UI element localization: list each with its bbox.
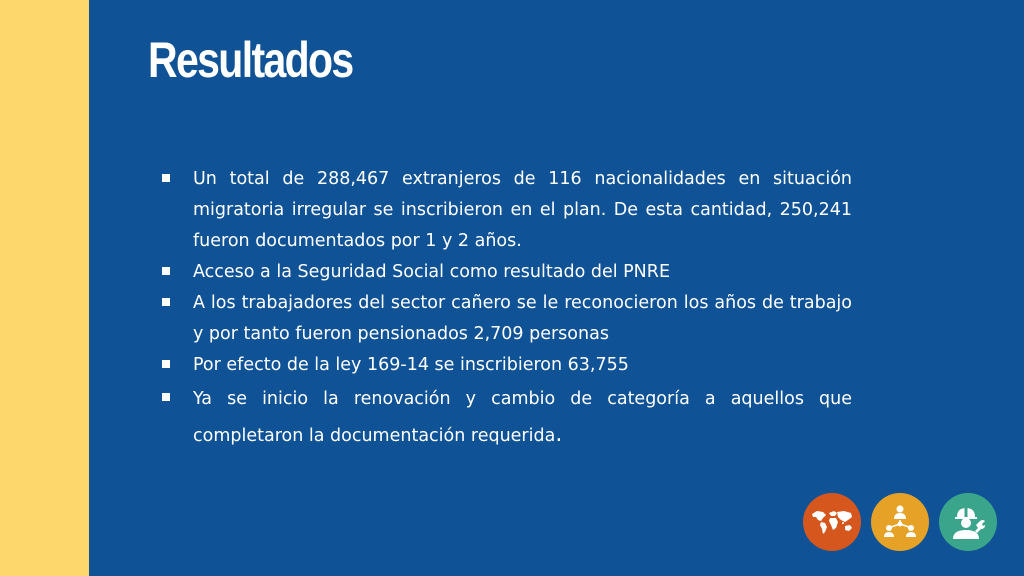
square-bullet-icon [162,298,170,306]
world-map-icon [803,493,861,551]
side-accent-bar [0,0,89,576]
square-bullet-icon [162,360,170,368]
bullet-text: Por efecto de la ley 169-14 se inscribieron 63,755 [193,355,629,375]
bullet-text: A los trabajadores del sector cañero se le reconocieron los años de trabajo y por tanto fueron pensionados 2,709 personas [193,293,852,344]
bullet-text: Acceso a la Seguridad Social como resultado del PNRE [193,262,670,282]
square-bullet-icon [162,267,170,275]
bullet-item [160,288,852,350]
team-network-icon [871,493,929,551]
square-bullet-icon [162,174,170,182]
worker-wrench-icon [939,493,997,551]
bullet-list [160,164,852,454]
bullet-item [160,257,852,288]
slide-title: Resultados [148,32,353,88]
bullet-final-period: . [555,422,563,447]
bullet-item [160,164,852,257]
bullet-text: Un total de 288,467 extranjeros de 116 nacionalidades en situación migratoria irregular se inscribieron en el plan. De esta cantidad, 250,241 fueron documentados por 1 y 2 años. [193,169,852,251]
bullet-text: Ya se inicio la renovación y cambio de categoría a aquellos que completaron la documentación requerida [193,389,852,446]
bullet-item [160,350,852,381]
bullet-item [160,381,852,454]
square-bullet-icon [162,393,170,401]
